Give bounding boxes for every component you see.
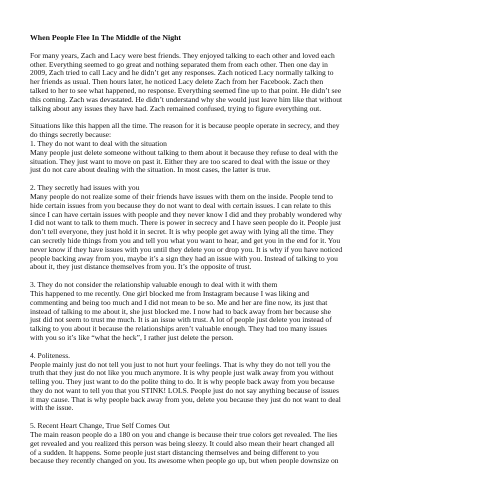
text-line: her friends as usual. Then hours later, he noticed Lacy delete Zach from her Facebook. Zach then: [30, 77, 324, 87]
paragraph: [30, 422, 480, 466]
text-line: 2009, Zach tried to call Lacy and he didn’t get any responses. Zach noticed Lacy normally talking to: [30, 68, 334, 78]
text-line: with you so it’s like “what the heck”, I rather just delete the person.: [30, 332, 234, 342]
text-line: Many people just delete someone without talking to them about it because they refuse to deal with the: [30, 147, 338, 157]
text-line: do things secretly because:: [30, 130, 112, 140]
text-line: get revealed and you realized this person was being sleezy. It could also mean their heart changed all: [30, 438, 335, 448]
text-line: people backing away from you, maybe it’s a sign they had an issue with you. Instead of talking to you: [30, 253, 338, 263]
text-line: it may cause. That is why people back away from you, delete you because they just do not want to deal: [30, 394, 341, 404]
text-line: For many years, Zach and Lacy were best friends. They enjoyed talking to each other and loved each: [30, 50, 335, 60]
text-line: Situations like this happen all the time. The reason for it is because people operate in secrecy, and they: [30, 121, 340, 131]
text-line: talking about any issues they have had. Zach remained confused, trying to figure everything out.: [30, 103, 322, 113]
text-line: instead of talking to me about it, she just blocked me. I now had to back away from her because she: [30, 306, 331, 316]
text-line: People mainly just do not tell you just to not hurt your feelings. That is why they do not tell you the: [30, 359, 331, 369]
text-line: because they recently changed on you. Its awesome when people go up, but when people downsize on: [30, 456, 339, 466]
text-line: 1. They do not want to deal with the situation: [30, 138, 167, 148]
text-line: of a sudden. It happens. Some people just start distancing themselves and being different to you: [30, 447, 319, 457]
text-line: 2. They secretly had issues with you: [30, 183, 140, 193]
text-line: don’t tell everyone, they just hold it in secret. It is why people get away with lying all the time. They: [30, 227, 334, 237]
text-line: other. Everything seemed to go great and nothing separated them from each other. Then one day in: [30, 59, 328, 69]
paragraph: [30, 281, 480, 343]
text-line: situation. They just want to move on past it. Either they are too scared to deal with the issue or they: [30, 156, 330, 166]
text-line: The main reason people do a 180 on you and change is because their true colors get revealed. The lies: [30, 430, 338, 440]
text-line: since I can have certain issues with people and they never know I did and they probably wondered why: [30, 209, 342, 219]
document-title: When People Flee In The Middle of the Night: [30, 33, 182, 42]
text-line: Many people do not realize some of their friends have issues with them on the inside. People tend to: [30, 191, 333, 201]
text-line: talking to you about it because the relationships aren’t valuable enough. They had too many issues: [30, 324, 327, 334]
text-line: just do not care about dealing with the situation. In most cases, the latter is true.: [30, 165, 271, 175]
text-line: they do not want to tell you that you STINK! LOLS. People just do not say anything because of issues: [30, 385, 339, 395]
text-line: truth that they just do not like you much anymore. It is why people just walk away from you without: [30, 368, 334, 378]
text-line: with the issue.: [30, 403, 74, 413]
text-line: just did not seem to trust me much. It is an issue with trust. A lot of people just delete you instead of: [30, 315, 332, 325]
text-line: This happened to me recently. One girl blocked me from Instagram because I was liking and: [30, 288, 310, 298]
text-line: this coming. Zach was devastated. He didn’t understand why she would just leave him like that without: [30, 94, 343, 104]
text-line: can secretly hide things from you and tell you what you want to hear, and get you in the end for it. You: [30, 235, 341, 245]
paragraph: [30, 52, 480, 114]
text-line: telling you. They just want to do the polite thing to do. It is why people back away from you because: [30, 377, 335, 387]
paragraph: [30, 122, 480, 175]
text-line: 3. They do not consider the relationship valuable enough to deal with it with them: [30, 280, 278, 290]
text-line: commenting and being too much and I did not mean to be so. Me and her are fine now, its just that: [30, 297, 328, 307]
text-line: about it, they just distance themselves from you. It’s the opposite of trust.: [30, 262, 252, 272]
text-line: I did not want to talk to them much. There is power in secrecy and I have seen people do it. People just: [30, 218, 341, 228]
paragraph: [30, 184, 480, 272]
text-line: hide certain issues from you because they do not want to deal with certain issues. I can relate to this: [30, 200, 331, 210]
text-line: 5. Recent Heart Change, True Self Comes Out: [30, 421, 170, 431]
paragraph: [30, 352, 480, 414]
text-line: never know if they have issues with you until they delete you or drop you. It is why if you have noticed: [30, 244, 343, 254]
text-line: talked to her to see what happened, no response. Everything seemed fine up to that point. He didn’t see: [30, 85, 342, 95]
document-body: [30, 52, 480, 466]
text-line: 4. Politeness.: [30, 350, 71, 360]
